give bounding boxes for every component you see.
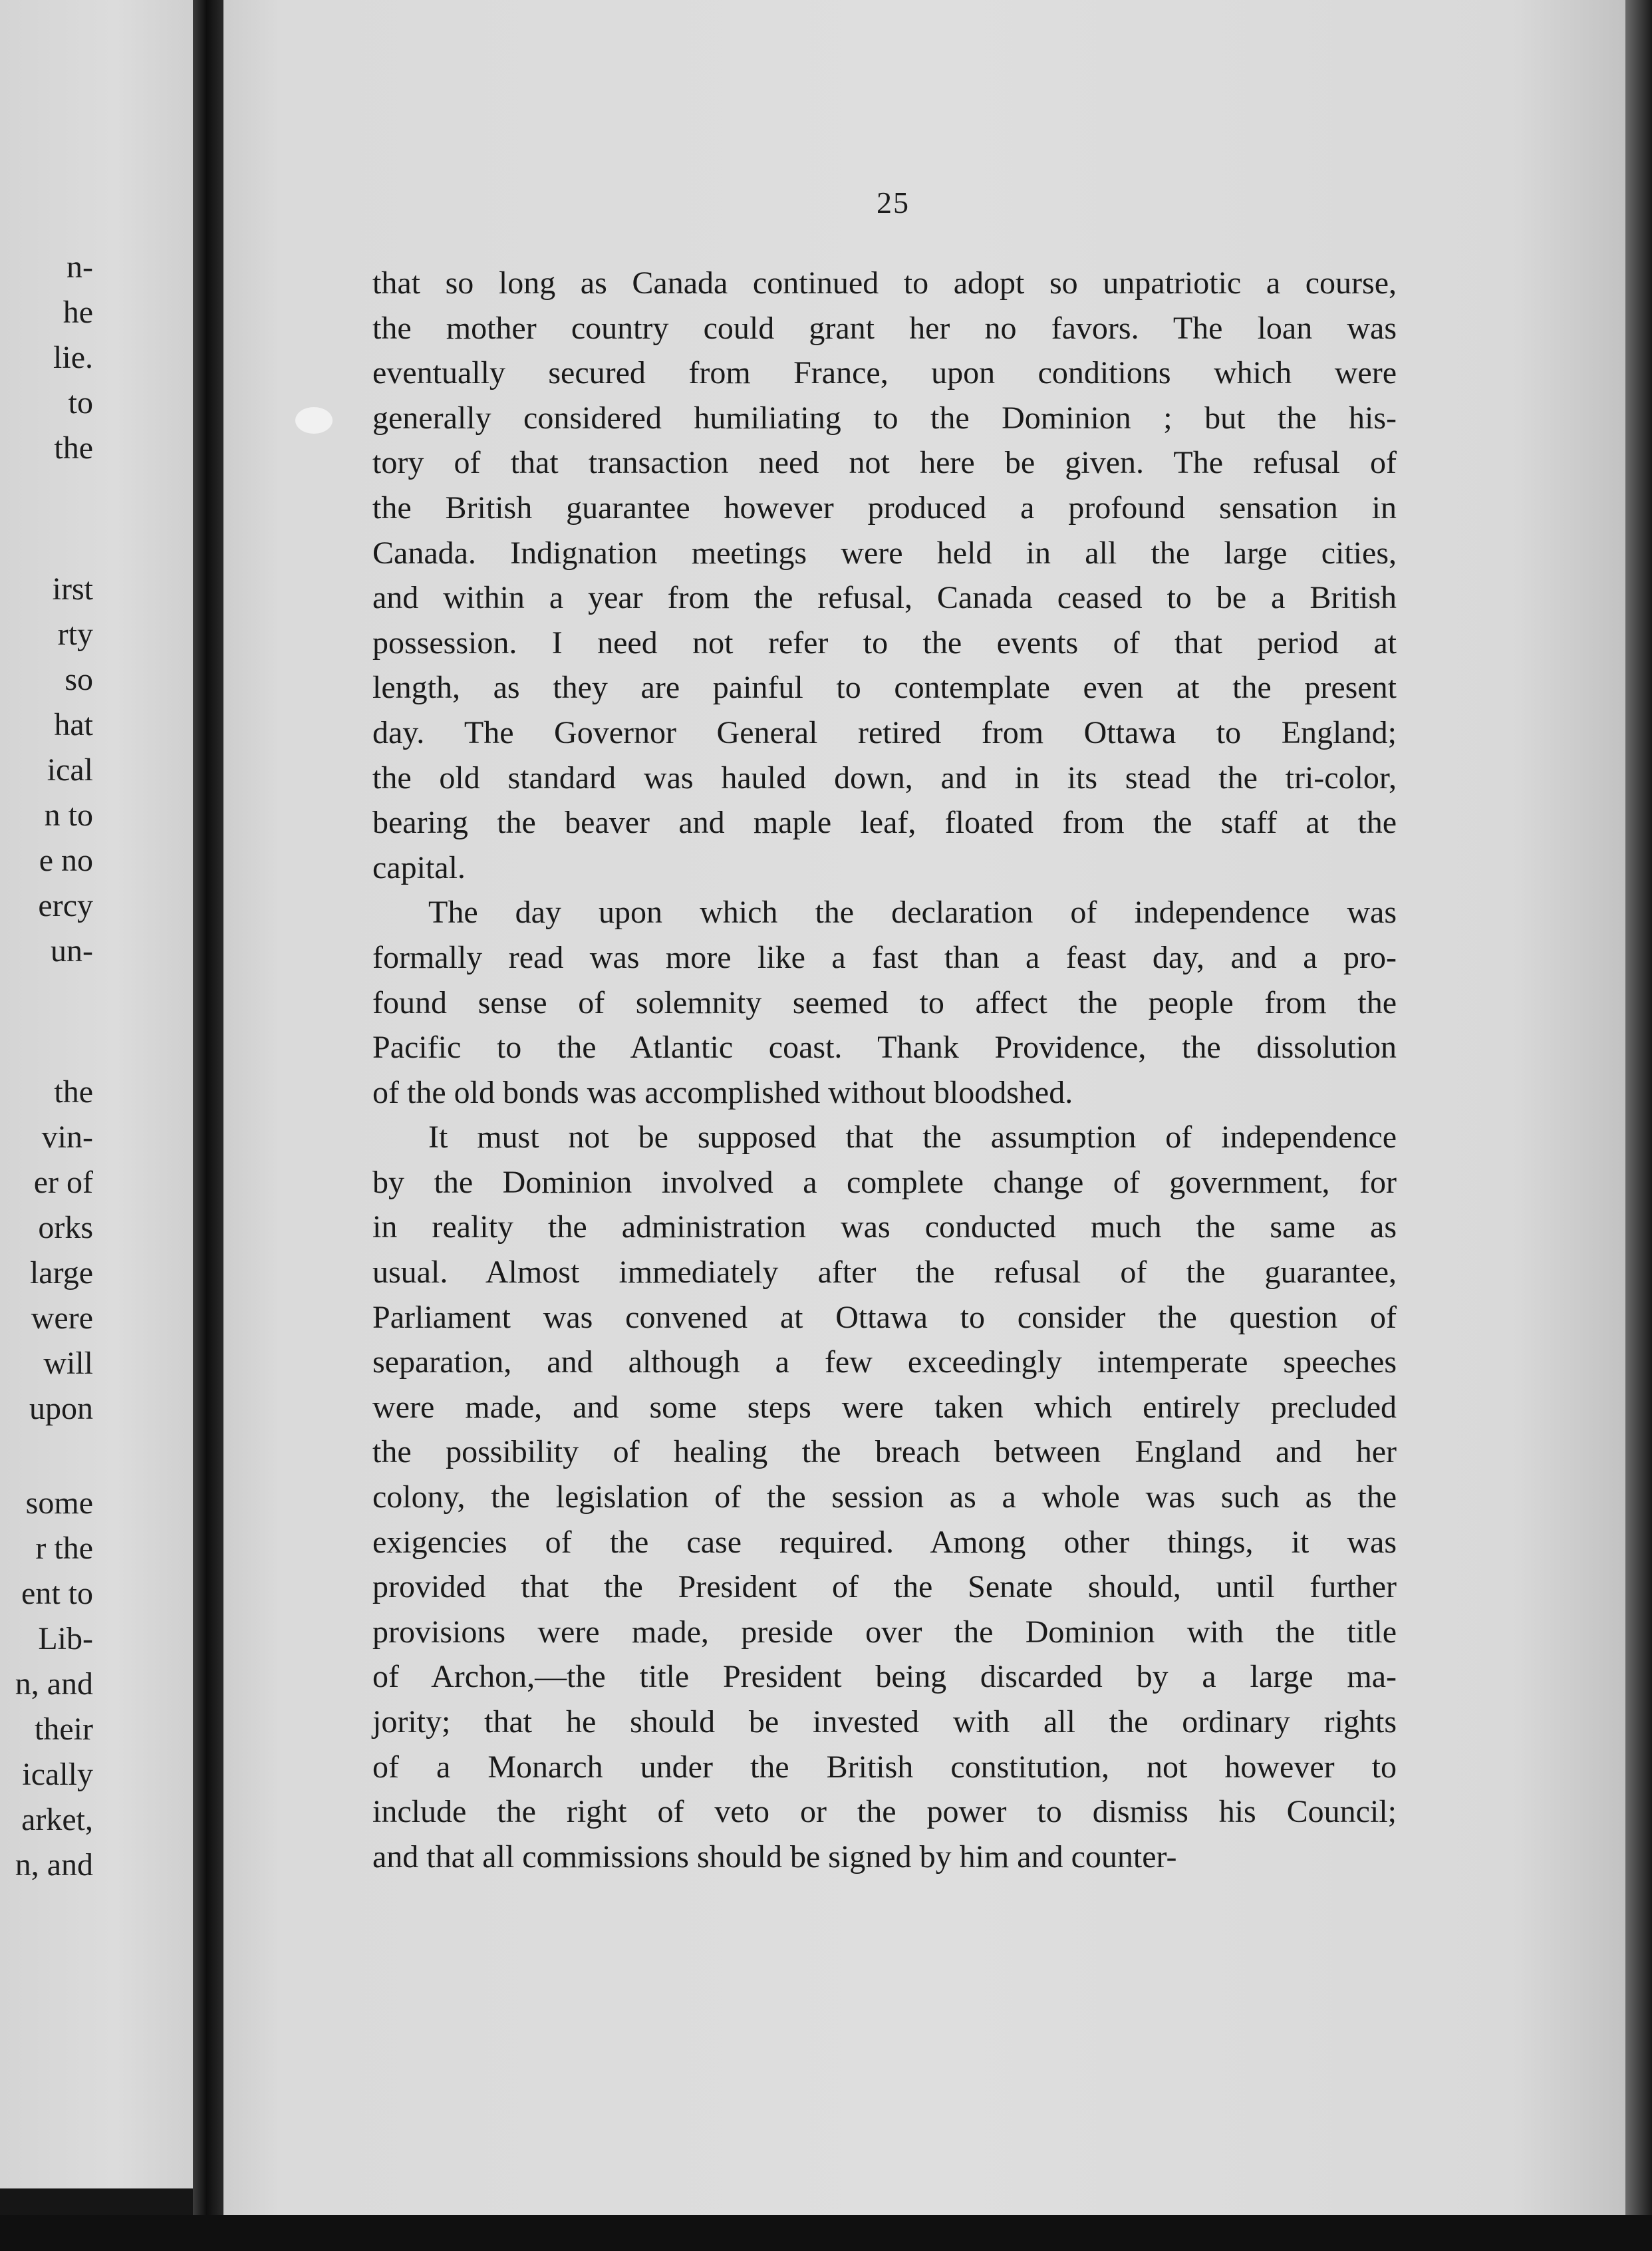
text-line: include the right of veto or the power to dismiss his Council; xyxy=(372,1794,1397,1830)
text-line: bearing the beaver and maple leaf, floated from the staff at the xyxy=(372,805,1397,841)
left-page-text-fragment: Lib- xyxy=(38,1621,93,1656)
text-line: tory of that transaction need not here be given. The refusal of xyxy=(372,445,1397,481)
text-line: were made, and some steps were taken which entirely precluded xyxy=(372,1389,1397,1425)
left-page-text-fragment: rty xyxy=(57,617,93,652)
left-page-text-fragment: ical xyxy=(47,752,93,788)
text-line: usual. Almost immediately after the refusal of the guarantee, xyxy=(372,1255,1397,1290)
text-line: the possibility of healing the breach between England and her xyxy=(372,1434,1397,1470)
left-page-text-fragment: upon xyxy=(29,1391,93,1426)
left-page-text-fragment: un- xyxy=(51,933,93,969)
left-page-text-fragment: large xyxy=(29,1255,93,1290)
left-page-text-fragment: the xyxy=(54,1074,93,1110)
left-page-text-fragment: e no xyxy=(39,843,93,878)
left-page-text-fragment: vin- xyxy=(41,1120,93,1155)
text-line: eventually secured from France, upon conditions which were xyxy=(372,355,1397,391)
text-line: separation, and although a few exceedingly intemperate speeches xyxy=(372,1344,1397,1380)
text-line: in reality the administration was conducted much the same as xyxy=(372,1209,1397,1245)
left-page-text-fragment: he xyxy=(63,295,93,330)
text-line: that so long as Canada continued to adopt so unpatriotic a course, xyxy=(372,265,1397,301)
text-line: provided that the President of the Senate should, until further xyxy=(372,1569,1397,1605)
page-number: 25 xyxy=(877,186,910,220)
text-line: jority; that he should be invested with all the ordinary rights xyxy=(372,1704,1397,1739)
left-facing-page xyxy=(0,0,193,2188)
paragraph xyxy=(372,890,1397,1115)
paper-blemish xyxy=(295,407,333,434)
text-line: length, as they are painful to contemplate even at the present xyxy=(372,670,1397,706)
text-line: The day upon which the declaration of independence was xyxy=(428,895,1397,931)
paragraph xyxy=(372,1115,1397,1879)
left-page-text-fragment: n, and xyxy=(15,1847,93,1882)
text-line: by the Dominion involved a complete change of government, for xyxy=(372,1164,1397,1200)
left-page-text-fragment: n, and xyxy=(15,1666,93,1702)
text-line: and within a year from the refusal, Canada ceased to be a British xyxy=(372,580,1397,616)
text-line: colony, the legislation of the session as a whole was such as the xyxy=(372,1479,1397,1515)
text-line: possession. I need not refer to the events of that period at xyxy=(372,625,1397,661)
left-page-text-fragment: n- xyxy=(67,249,93,285)
scan-bottom-border xyxy=(0,2215,1652,2251)
left-page-text-fragment: ercy xyxy=(38,888,93,923)
left-page-text-fragment: er of xyxy=(33,1165,93,1200)
text-line: the old standard was hauled down, and in its stead the tri-color, xyxy=(372,760,1397,796)
text-line: exigencies of the case required. Among other things, it was xyxy=(372,1524,1397,1560)
left-page-text-fragment: orks xyxy=(38,1210,93,1245)
text-line: found sense of solemnity seemed to affect the people from the xyxy=(372,984,1397,1020)
text-line: formally read was more like a fast than a feast day, and a pro- xyxy=(372,939,1397,975)
left-page-text-fragment: will xyxy=(43,1346,93,1381)
text-line: provisions were made, preside over the Dominion with the title xyxy=(372,1614,1397,1650)
text-line: day. The Governor General retired from Ottawa to England; xyxy=(372,714,1397,750)
text-line: of Archon,—the title President being discarded by a large ma- xyxy=(372,1659,1397,1695)
text-line: Pacific to the Atlantic coast. Thank Providence, the dissolution xyxy=(372,1030,1397,1066)
left-page-text-fragment: the xyxy=(54,430,93,466)
left-page-text-fragment: to xyxy=(68,385,93,420)
page-right-edge xyxy=(1625,0,1652,2251)
text-line: Canada. Indignation meetings were held in all the large cities, xyxy=(372,535,1397,571)
left-page-text-fragment: n to xyxy=(44,798,93,833)
left-page-text-fragment: hat xyxy=(54,707,93,742)
text-line: capital. xyxy=(372,849,466,885)
text-line: of a Monarch under the British constitution, not however to xyxy=(372,1749,1397,1785)
paragraph xyxy=(372,261,1397,890)
left-page-text-fragment: were xyxy=(31,1300,93,1336)
left-page-text-fragment: arket, xyxy=(21,1802,93,1837)
text-line: the mother country could grant her no favors. The loan was xyxy=(372,310,1397,346)
text-line: generally considered humiliating to the Dominion ; but the his- xyxy=(372,400,1397,436)
text-line: and that all commissions should be signed by him and counter- xyxy=(372,1839,1177,1875)
left-page-text-fragment: r the xyxy=(35,1531,93,1566)
left-page-text-fragment: so xyxy=(65,662,93,697)
left-page-text-fragment: ent to xyxy=(21,1576,93,1611)
left-page-text-fragment: lie. xyxy=(53,340,93,375)
left-page-text-fragment: irst xyxy=(52,571,93,607)
text-line: It must not be supposed that the assumption of independence xyxy=(428,1120,1397,1155)
left-page-text-fragment: their xyxy=(35,1712,93,1747)
text-line: the British guarantee however produced a profound sensation in xyxy=(372,490,1397,525)
text-line: of the old bonds was accomplished without bloodshed. xyxy=(372,1074,1073,1110)
text-line: Parliament was convened at Ottawa to consider the question of xyxy=(372,1299,1397,1335)
left-page-text-fragment: some xyxy=(25,1485,93,1521)
page-body-text xyxy=(372,261,1397,1879)
page-gutter xyxy=(193,0,223,2251)
left-page-text-fragment: ically xyxy=(22,1757,93,1792)
